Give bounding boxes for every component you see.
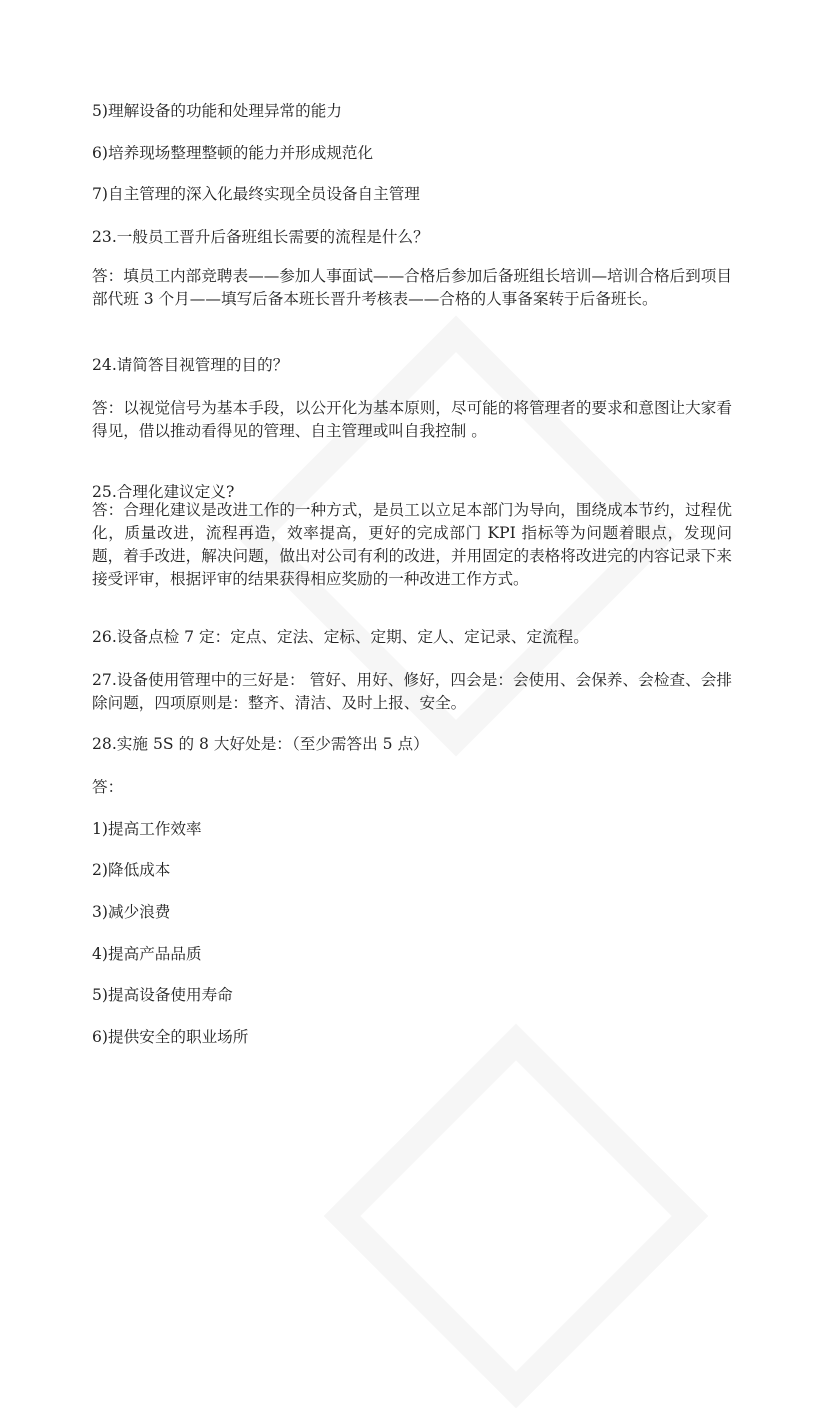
answer: 答：以视觉信号为基本手段，以公开化为基本原则，尽可能的将管理者的要求和意图让大家看得见，借以推动看得见的管理、自主管理或叫自我控制 。 — [92, 399, 732, 440]
list-item: 5)理解设备的功能和处理异常的能力 — [92, 102, 342, 120]
answer: 答：合理化建议是改进工作的一种方式，是员工以立足本部门为导向，围绕成本节约，过程优化，质量改进，流程再造，效率提高，更好的完成部门 KPI 指标等为问题着眼点，发现问题，着手改进，解决问题，做出对公司有利的改进，并用固定的表格将改进完的内容记录下来接受评审，根据评审的结果获得相应奖励的一种改进工作方式。 — [92, 501, 732, 588]
answer: 答：填员工内部竞聘表——参加人事面试——合格后参加后备班组长培训—培训合格后到项目部代班 3 个月——填写后备本班长晋升考核表——合格的人事备案转于后备班长。 — [92, 267, 732, 308]
list-item: 3)减少浪费 — [92, 903, 171, 921]
question: 26.设备点检 7 定：定点、定法、定标、定期、定人、定记录、定流程。 — [92, 628, 589, 646]
question: 23.一般员工晋升后备班组长需要的流程是什么？ — [92, 228, 429, 246]
list-item: 4)提高产品品质 — [92, 945, 202, 963]
question: 25.合理化建议定义? — [92, 483, 235, 501]
answer: 答： — [92, 778, 124, 796]
list-item: 1)提高工作效率 — [92, 820, 202, 838]
list-item: 6)提供安全的职业场所 — [92, 1028, 249, 1046]
question: 27.设备使用管理中的三好是： 管好、用好、修好，四会是：会使用、会保养、会检查、会排除问题，四项原则是：整齐、清洁、及时上报、安全。 — [92, 671, 732, 712]
list-item: 6)培养现场整理整顿的能力并形成规范化 — [92, 144, 374, 162]
watermark — [324, 1024, 709, 1408]
list-item: 2)降低成本 — [92, 861, 171, 879]
question: 24.请简答目视管理的目的？ — [92, 356, 289, 374]
list-item: 5)提高设备使用寿命 — [92, 986, 233, 1004]
question: 28.实施 5S 的 8 大好处是：（至少需答出 5 点） — [92, 735, 429, 753]
list-item: 7)自主管理的深入化最终实现全员设备自主管理 — [92, 185, 420, 203]
